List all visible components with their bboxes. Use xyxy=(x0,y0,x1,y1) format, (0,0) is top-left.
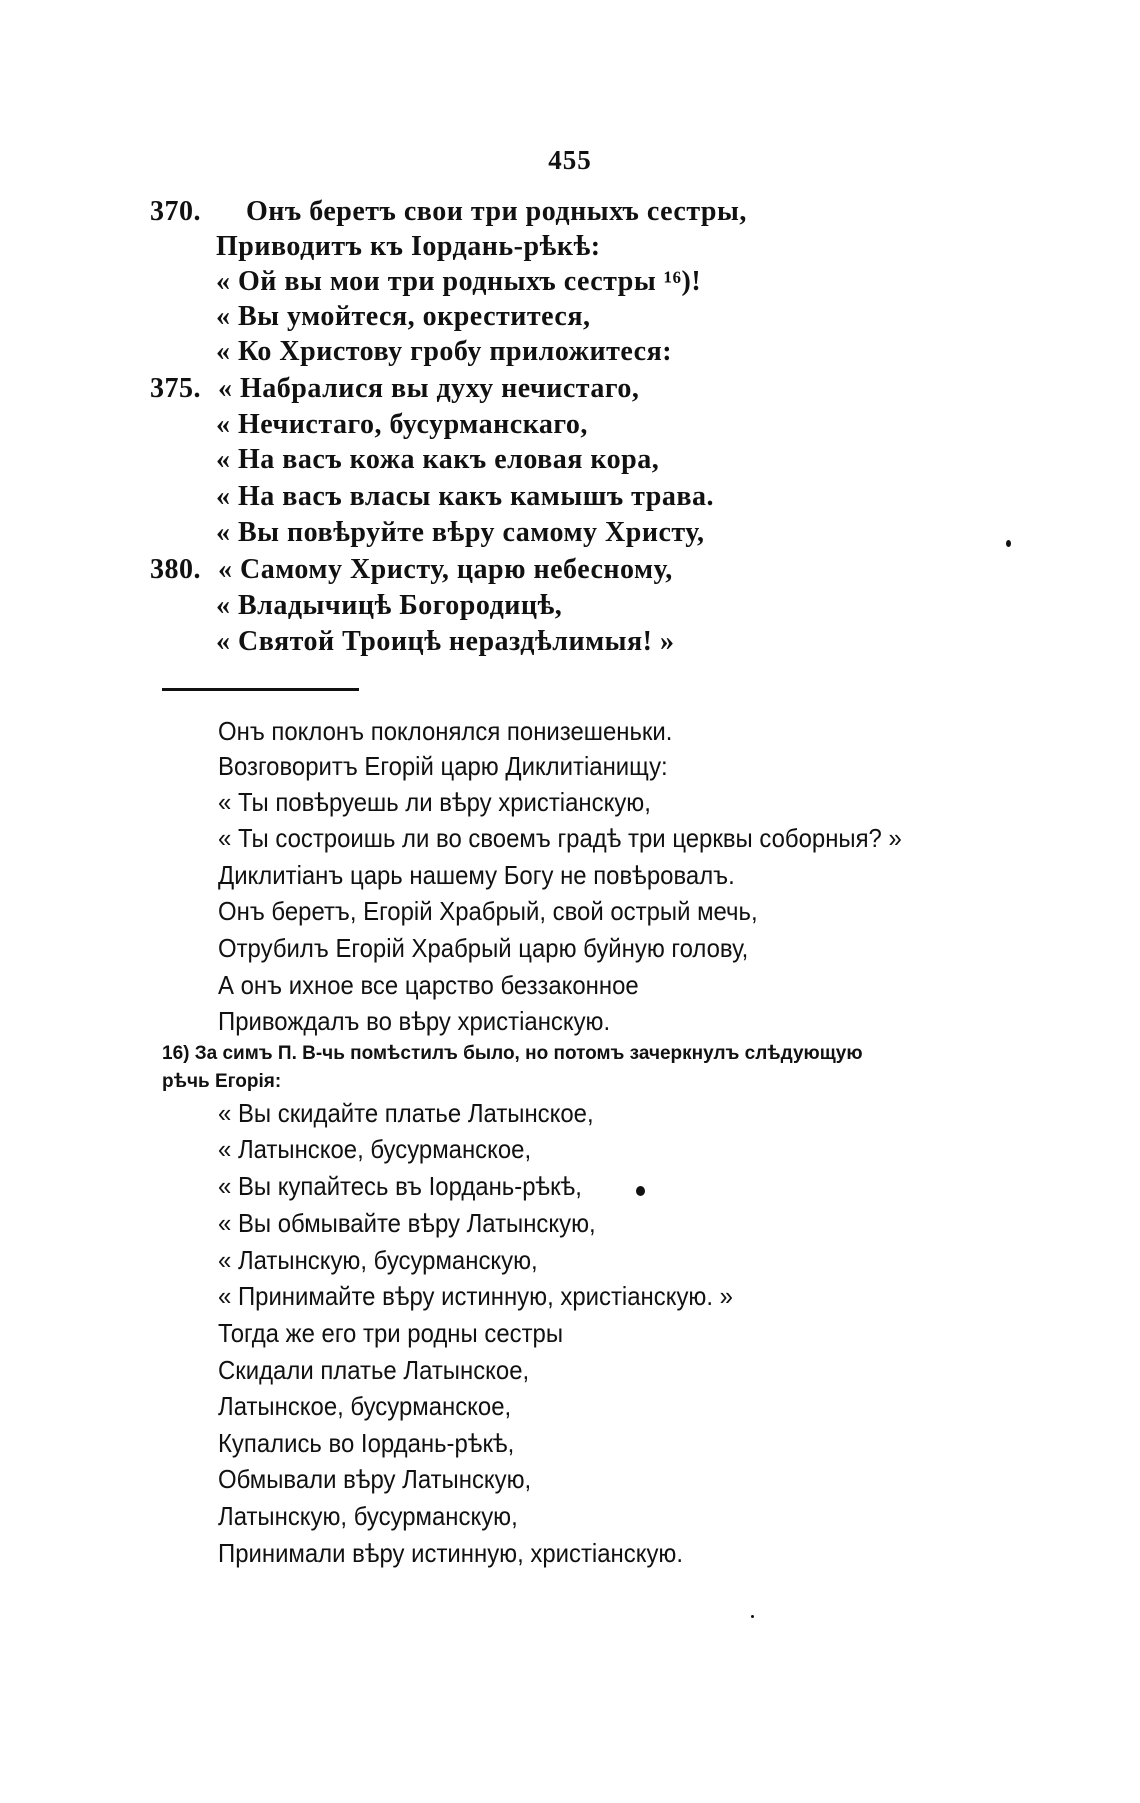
verse-text: « Вы умойтеся, окреститеся, xyxy=(216,301,591,332)
verse-line xyxy=(0,554,1140,590)
note-line: Отрубилъ Егорій Храбрый царю буйную голову, xyxy=(218,933,749,963)
note-line: Латынское, бусурманское, xyxy=(218,1391,512,1421)
note-line: « Вы купайтесь въ Іордань-рѣкѣ, xyxy=(218,1171,582,1201)
print-speck xyxy=(1006,540,1011,547)
note-line: Тогда же его три родны сестры xyxy=(218,1318,564,1348)
note-line: Купались во Іордань-рѣкѣ, xyxy=(218,1428,515,1458)
verse-text: « Набралися вы духу нечистаго, xyxy=(218,373,640,404)
verse-text: « Нечистаго, бусурманскаго, xyxy=(216,409,588,440)
verse-line xyxy=(0,301,1140,337)
verse-number: 370. xyxy=(150,196,201,227)
verse-line xyxy=(0,196,1140,232)
note-line: Латынскую, бусурманскую, xyxy=(218,1501,518,1531)
verse-line xyxy=(0,481,1140,517)
verse-text: « Святой Троицѣ нераздѣлимыя! » xyxy=(216,626,675,657)
note-line: Онъ беретъ, Егорій Храбрый, свой острый мечь, xyxy=(218,896,758,926)
note-line: « Латынское, бусурманское, xyxy=(218,1134,532,1164)
verse-text: « На васъ кожа какъ еловая кора, xyxy=(216,444,660,475)
verse-text: « Владычицѣ Богородицѣ, xyxy=(216,590,563,621)
verse-text: « На васъ власы какъ камышъ трава. xyxy=(216,481,714,512)
footnote-rule xyxy=(162,688,359,691)
verse-line xyxy=(0,231,1140,267)
note-line: « Ты повѣруешь ли вѣру христіанскую, xyxy=(218,787,651,817)
note-line: « Вы обмывайте вѣру Латынскую, xyxy=(218,1208,596,1238)
footnote-line: рѣчь Егорія: xyxy=(162,1071,282,1092)
note-line: Диклитіанъ царь нашему Богу не повѣровалъ. xyxy=(218,860,735,890)
note-line: « Вы скидайте платье Латынское, xyxy=(218,1098,594,1128)
verse-text: Онъ беретъ свои три родныхъ сестры, xyxy=(246,196,747,227)
verse-number: 380. xyxy=(150,554,201,585)
verse-line xyxy=(0,517,1140,553)
note-line: Принимали вѣру истинную, христіанскую. xyxy=(218,1538,684,1568)
verse-line xyxy=(0,336,1140,372)
footnote-line: 16) За симъ П. В-чь помѣстилъ было, но потомъ зачеркнулъ слѣдующую xyxy=(162,1043,863,1064)
verse-line xyxy=(0,590,1140,626)
print-speck xyxy=(751,1615,754,1618)
note-line: Онъ поклонъ поклонялся понизешеньки. xyxy=(218,716,673,746)
verse-text: « Самому Христу, царю небесному, xyxy=(218,554,673,585)
verse-text: Приводитъ къ Іордань-рѣкѣ: xyxy=(216,231,601,262)
note-line: Возговоритъ Егорій царю Диклитіанищу: xyxy=(218,751,668,781)
verse-line xyxy=(0,266,1140,302)
verse-line xyxy=(0,409,1140,445)
print-speck xyxy=(636,1186,645,1196)
verse-line xyxy=(0,373,1140,409)
note-line: Привождалъ во вѣру христіанскую. xyxy=(218,1006,611,1036)
note-line: « Ты состроишь ли во своемъ градѣ три церквы соборныя? » xyxy=(218,823,902,853)
verse-text: « Ой вы мои три родныхъ сестры ¹⁶)! xyxy=(216,266,702,297)
page-number: 455 xyxy=(548,145,592,175)
verse-text: « Ко Христову гробу приложитеся: xyxy=(216,336,673,367)
verse-line xyxy=(0,444,1140,480)
note-line: Скидали платье Латынское, xyxy=(218,1355,530,1385)
note-line: « Принимайте вѣру истинную, христіанскую. » xyxy=(218,1281,733,1311)
verse-text: « Вы повѣруйте вѣру самому Христу, xyxy=(216,517,705,548)
note-line: « Латынскую, бусурманскую, xyxy=(218,1245,538,1275)
note-line: Обмывали вѣру Латынскую, xyxy=(218,1464,532,1494)
verse-line xyxy=(0,626,1140,662)
verse-number: 375. xyxy=(150,373,201,404)
note-line: А онъ ихное все царство беззаконное xyxy=(218,970,639,1000)
